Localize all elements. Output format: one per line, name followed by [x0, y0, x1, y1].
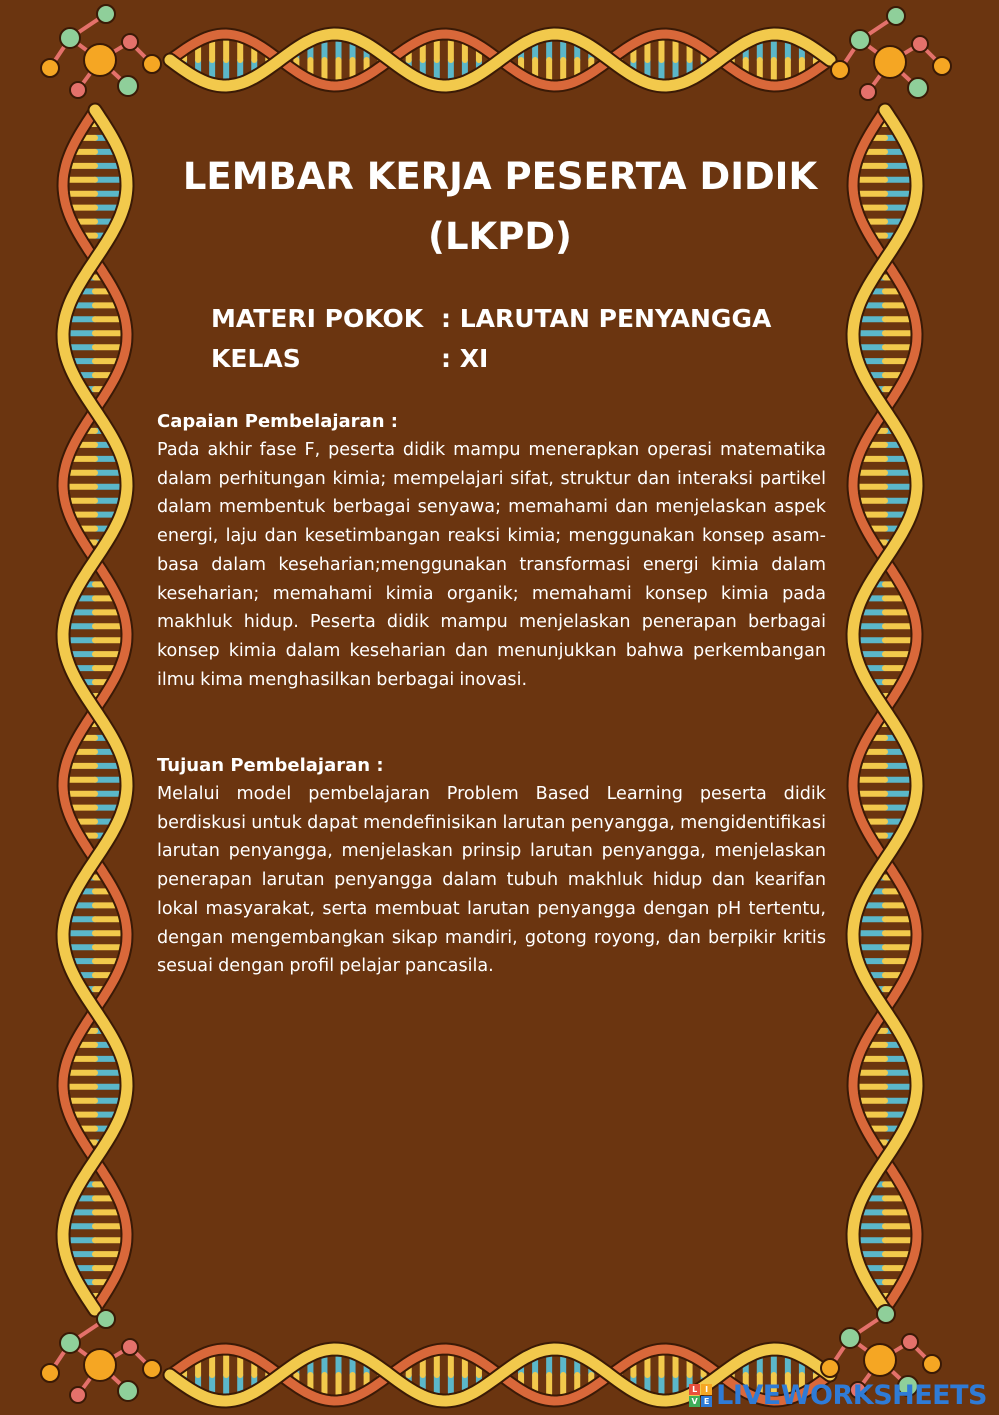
top-right-molecule-atom [887, 7, 905, 25]
tujuan-paragraph: Melalui model pembelajaran Problem Based Learning peserta didik berdiskusi untuk dapat mendefinisikan larutan penyangga, mengidentifikasi larutan penyangga, menjelaskan prinsip larutan penyangga, menjelaskan penerapan larutan penyangga dalam tubuh makhluk hidup dan kearifan lokal masyarakat, serta membuat larutan penyangga dengan pH tertentu, dengan mengembangkan sikap mandiri, gotong royong, dan berpikir kritis sesuai dengan profil pelajar pancasila. [157, 784, 826, 977]
top-left-molecule-atom [84, 44, 116, 76]
bottom-left-molecule-atom [70, 1387, 86, 1403]
top-right-molecule-atom [933, 57, 951, 75]
liveworksheets-logo [689, 1384, 712, 1407]
logo-letter-2: I [701, 1384, 712, 1395]
tujuan-heading: Tujuan Pembelajaran : [157, 755, 384, 776]
kelas-row [211, 342, 488, 376]
top-right-molecule-atom [831, 61, 849, 79]
bottom-right-molecule-atom [840, 1328, 860, 1348]
top-right-molecule-atom [908, 78, 928, 98]
bottom-left-molecule-atom [143, 1360, 161, 1378]
bottom-left-molecule-atom [41, 1364, 59, 1382]
liveworksheets-watermark [689, 1380, 987, 1411]
top-left-molecule-atom [70, 82, 86, 98]
top-left-molecule-atom [41, 59, 59, 77]
materi-row [211, 302, 771, 336]
top-left-molecule-atom [143, 55, 161, 73]
top-right-molecule-atom [850, 30, 870, 50]
capaian-paragraph: Pada akhir fase F, peserta didik mampu menerapkan operasi matematika dalam perhitungan kimia; mempelajari sifat, struktur dan interaksi partikel dalam membentuk berbagai senyawa; memahami dan menjelaskan aspek energi, laju dan kesetimbangan reaksi kimia; menggunakan konsep asam-basa dalam keseharian;menggunakan transformasi energi kimia dalam keseharian; memahami kimia organik; memahami konsep kimia pada makhluk hidup. Peserta didik mampu menjelaskan penerapan berbagai konsep kimia dalam keseharian dan menunjukkan bahwa perkembangan ilmu kima menghasilkan berbagai inovasi. [157, 440, 826, 690]
bottom-left-molecule-atom [84, 1349, 116, 1381]
kelas-label: KELAS [211, 344, 301, 373]
bottom-left-molecule-atom [122, 1339, 138, 1355]
top-right-molecule-atom [874, 46, 906, 78]
page-title-line1: LEMBAR KERJA PESERTA DIDIK [182, 155, 818, 198]
bottom-right-molecule-atom [877, 1305, 895, 1323]
top-right-molecule-atom [912, 36, 928, 52]
materi-label: MATERI POKOK [211, 304, 424, 333]
liveworksheets-text: LIVEWORKSHEETS [716, 1380, 987, 1411]
top-left-molecule-atom [97, 5, 115, 23]
top-left-molecule-atom [122, 34, 138, 50]
bottom-right-molecule-atom [821, 1359, 839, 1377]
materi-value: : LARUTAN PENYANGGA [441, 304, 772, 333]
top-left-molecule-atom [60, 28, 80, 48]
logo-letter-1: L [689, 1384, 700, 1395]
bottom-right-molecule-atom [923, 1355, 941, 1373]
top-right-molecule-atom [860, 84, 876, 100]
bottom-left-molecule-atom [60, 1333, 80, 1353]
bottom-right-molecule-atom [902, 1334, 918, 1350]
logo-letter-3: V [689, 1396, 700, 1407]
bottom-right-molecule-atom [864, 1344, 896, 1376]
bottom-left-molecule-atom [97, 1310, 115, 1328]
top-left-molecule-atom [118, 76, 138, 96]
capaian-heading: Capaian Pembelajaran : [157, 411, 398, 432]
kelas-value: : XI [441, 344, 489, 373]
page-title-line2: (LKPD) [428, 215, 572, 258]
logo-letter-4: E [701, 1396, 712, 1407]
bottom-left-molecule-atom [118, 1381, 138, 1401]
